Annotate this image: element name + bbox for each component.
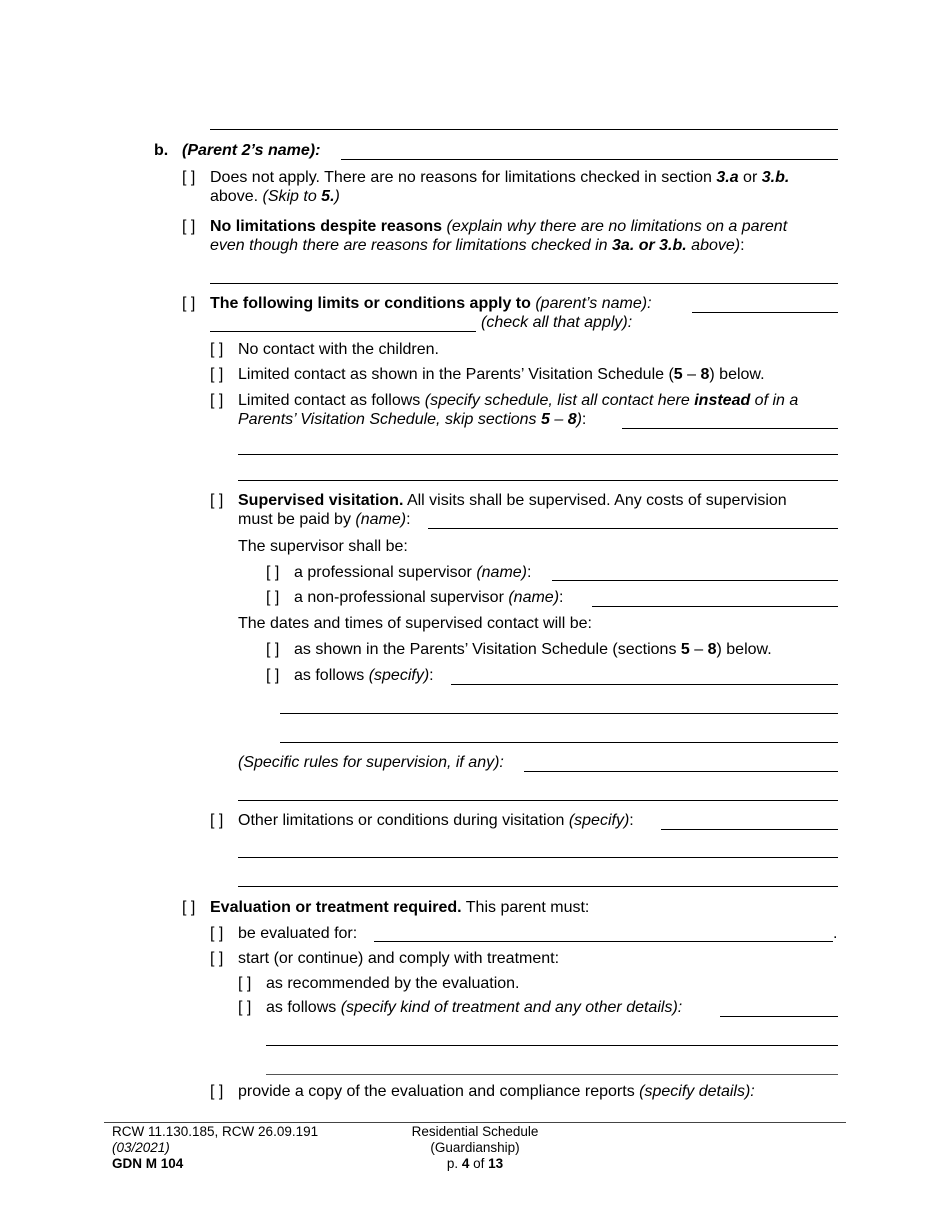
limited-schedule-text: Limited contact as shown in the Parents’ Visitation Schedule (5 – 8) below. bbox=[238, 366, 765, 383]
top-fill-line bbox=[210, 129, 838, 130]
treatment-follows-field-2[interactable] bbox=[266, 1045, 838, 1046]
supervised-text-line2: must be paid by (name): bbox=[238, 511, 411, 528]
treatment-follows-checkbox[interactable]: [ ] bbox=[238, 999, 252, 1016]
as-follows-field-3[interactable] bbox=[280, 742, 838, 743]
evaluation-checkbox[interactable]: [ ] bbox=[182, 899, 196, 916]
footer-form-number: GDN M 104 bbox=[112, 1156, 184, 1171]
nonprofessional-supervisor-text: a non-professional supervisor (name): bbox=[294, 589, 564, 606]
dates-times-label: The dates and times of supervised contact will be: bbox=[238, 615, 592, 632]
check-all-note: (check all that apply): bbox=[481, 314, 633, 331]
no-limits-explain-field[interactable] bbox=[210, 283, 838, 284]
parent2-name-field[interactable] bbox=[341, 159, 838, 160]
other-limits-field-3[interactable] bbox=[238, 886, 838, 887]
not-apply-text-line2: above. (Skip to 5.) bbox=[210, 188, 340, 205]
as-follows-field-1[interactable] bbox=[451, 684, 838, 685]
footer-rule bbox=[104, 1122, 846, 1123]
footer-rcw: RCW 11.130.185, RCW 26.09.191 bbox=[112, 1124, 319, 1139]
no-contact-checkbox[interactable]: [ ] bbox=[210, 341, 224, 358]
other-limits-field-2[interactable] bbox=[238, 857, 838, 858]
professional-supervisor-field[interactable] bbox=[552, 580, 838, 581]
following-limits-checkbox[interactable]: [ ] bbox=[182, 295, 196, 312]
no-limits-checkbox[interactable]: [ ] bbox=[182, 218, 196, 235]
following-limits-text: The following limits or conditions apply to (parent’s name): bbox=[210, 295, 652, 312]
as-shown-text: as shown in the Parents’ Visitation Schedule (sections 5 – 8) below. bbox=[294, 641, 772, 658]
treatment-follows-field-3[interactable] bbox=[266, 1074, 838, 1075]
supervised-checkbox[interactable]: [ ] bbox=[210, 492, 224, 509]
limited-follows-checkbox[interactable]: [ ] bbox=[210, 392, 224, 409]
limited-follows-field-2[interactable] bbox=[238, 454, 838, 455]
other-limits-text: Other limitations or conditions during visitation (specify): bbox=[238, 812, 634, 829]
limited-follows-text-line2: Parents’ Visitation Schedule, skip sections 5 – 8): bbox=[238, 411, 587, 428]
treatment-follows-field-1[interactable] bbox=[720, 1016, 838, 1017]
specific-rules-label: (Specific rules for supervision, if any): bbox=[238, 754, 504, 771]
other-limits-field-1[interactable] bbox=[661, 829, 838, 830]
footer-subtitle: (Guardianship) bbox=[430, 1140, 520, 1155]
as-recommended-text: as recommended by the evaluation. bbox=[266, 975, 520, 992]
no-limits-text: No limitations despite reasons (explain why there are no limitations on a parent bbox=[210, 218, 788, 235]
no-limits-text-line2: even though there are reasons for limitations checked in 3a. or 3.b. above): bbox=[210, 237, 745, 254]
not-apply-text: Does not apply. There are no reasons for limitations checked in section 3.a or 3.b. bbox=[210, 169, 790, 186]
evaluation-text: Evaluation or treatment required. This parent must: bbox=[210, 899, 590, 916]
evaluated-for-checkbox[interactable]: [ ] bbox=[210, 925, 224, 942]
footer-title: Residential Schedule bbox=[411, 1124, 539, 1139]
evaluated-for-field[interactable] bbox=[374, 941, 833, 942]
as-follows-field-2[interactable] bbox=[280, 713, 838, 714]
as-follows-text: as follows (specify): bbox=[294, 667, 434, 684]
as-shown-checkbox[interactable]: [ ] bbox=[266, 641, 280, 658]
copy-reports-checkbox[interactable]: [ ] bbox=[210, 1083, 224, 1100]
evaluated-for-text: be evaluated for: bbox=[238, 925, 358, 942]
supervision-payer-field[interactable] bbox=[428, 528, 838, 529]
limited-follows-field-3[interactable] bbox=[238, 480, 838, 481]
nonprofessional-supervisor-field[interactable] bbox=[592, 606, 838, 607]
copy-reports-text: provide a copy of the evaluation and compliance reports (specify details): bbox=[238, 1083, 755, 1100]
supervised-text: Supervised visitation. All visits shall be supervised. Any costs of supervision bbox=[238, 492, 787, 509]
treatment-follows-text: as follows (specify kind of treatment and any other details): bbox=[266, 999, 683, 1016]
footer-page-number: p. 4 of 13 bbox=[446, 1156, 504, 1171]
treatment-checkbox[interactable]: [ ] bbox=[210, 950, 224, 967]
not-apply-checkbox[interactable]: [ ] bbox=[182, 169, 196, 186]
limited-follows-text: Limited contact as follows (specify schedule, list all contact here instead of in a bbox=[238, 392, 799, 409]
professional-supervisor-checkbox[interactable]: [ ] bbox=[266, 564, 280, 581]
as-recommended-checkbox[interactable]: [ ] bbox=[238, 975, 252, 992]
following-parent-name-field-2[interactable] bbox=[210, 331, 476, 332]
limited-schedule-checkbox[interactable]: [ ] bbox=[210, 366, 224, 383]
treatment-text: start (or continue) and comply with treatment: bbox=[238, 950, 560, 967]
limited-follows-field-1[interactable] bbox=[622, 428, 838, 429]
specific-rules-field-2[interactable] bbox=[238, 800, 838, 801]
specific-rules-field-1[interactable] bbox=[524, 771, 838, 772]
other-limits-checkbox[interactable]: [ ] bbox=[210, 812, 224, 829]
evaluated-for-period: . bbox=[833, 925, 838, 942]
no-contact-text: No contact with the children. bbox=[238, 341, 439, 358]
section-letter: b. bbox=[154, 142, 169, 159]
following-parent-name-field[interactable] bbox=[692, 312, 838, 313]
as-follows-checkbox[interactable]: [ ] bbox=[266, 667, 280, 684]
parent2-name-label: (Parent 2’s name): bbox=[182, 142, 321, 159]
footer-date: (03/2021) bbox=[112, 1140, 170, 1155]
supervisor-shall-label: The supervisor shall be: bbox=[238, 538, 408, 555]
professional-supervisor-text: a professional supervisor (name): bbox=[294, 564, 532, 581]
nonprofessional-supervisor-checkbox[interactable]: [ ] bbox=[266, 589, 280, 606]
